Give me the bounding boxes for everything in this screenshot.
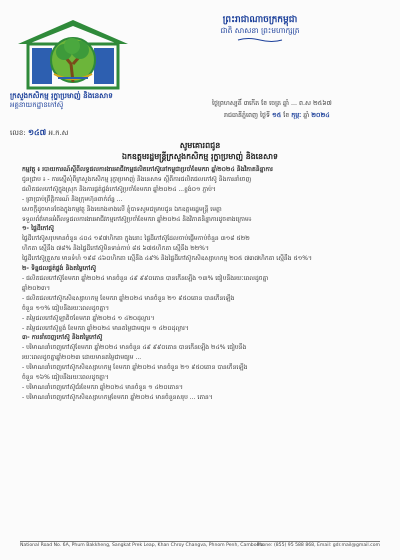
section-heading: ២- ទិន្នផលផ្គត់ផ្គង់ និងតម្លៃកៅស៊ូ [22, 265, 97, 273]
letter-body [22, 165, 390, 403]
body-line: - តម្លៃផលកៅស៊ូឡាតិចខែមករា ឆ្នាំ២០២៤ ១ ៤២០ដុល្លារ។ [22, 314, 155, 322]
body-line: ហិកតា ស្មើនឹង ៧៨% និងផ្ទៃដីកៅស៊ូមិនទាន់កាប់ ៨៥ ៦៧៥ហិកតា ស្មើនឹង ២២%។ [22, 245, 209, 253]
body-line: - បរិមាណនាំចេញកៅស៊ូជ័រខែមករា ឆ្នាំ២០២៤ មានចំនួន ១ ៤២០តោន។ [22, 383, 183, 391]
body-line: រយៈពេលដូចគ្នាឆ្នាំ២០២៣ ដោយមានតម្លៃជាមធ្យម ... [22, 354, 142, 362]
body-line: - បរិមាណនាំចេញកៅស៊ូខែមករា ឆ្នាំ២០២៤ មានចំនួន ៤៩ ៩៩០តោន បានកើនឡើង ២៤% ធៀបនឹង [22, 344, 247, 352]
body-line: - បរិមាណនាំចេញកៅស៊ូកសិឧស្សាហកម្ម ខែមករា ឆ្នាំ២០២៤ មានចំនួន ២១ ៩៥០តោន បានកើនឡើង [22, 364, 248, 372]
body-line: - ផលិតផលកៅស៊ូកសិឧស្សាហកម្ម ខែមករា ឆ្នាំ២០២៤ មានចំនួន ២១ ៩៥០តោន បានកើនឡើង [22, 294, 235, 302]
body-line: ទទួលព័ត៌មានអំពីលទ្ធផលការងារអាជីវកម្មកៅស៊ូប្រចាំខែមករា ឆ្នាំ២០២៤ និងវិភាគនិន្នាការដូចខាងក្រោម៖ [22, 215, 252, 223]
department-name: អគ្គនាយកដ្ឋានកៅស៊ូ [10, 101, 64, 109]
ref-suffix: អ.ក.ស [48, 129, 69, 137]
date-day: ១៥ [272, 112, 282, 119]
salutation-title: សូមគោរពជូន [179, 141, 221, 150]
footer-divider [20, 541, 380, 542]
section-heading: ១- ផ្ទៃដីកៅស៊ូ [22, 225, 54, 233]
body-line: - បរិមាណនាំចេញកៅស៊ូកសិឧស្សាហកម្មខែមករា ឆ្នាំ២០២៤ មានចំនួនសរុប ... តោន។ [22, 393, 213, 401]
date-year-prefix: ឆ្នាំ [303, 112, 310, 119]
solar-date [224, 112, 394, 121]
body-line: - ផលិតផលកៅស៊ូខែមករា ឆ្នាំ២០២៤ មានចំនួន ៤៩ ៩៩០តោន បានកើនឡើង ១៣% ធៀបនឹងរយៈពេលដូចគ្នា [22, 274, 269, 282]
body-line: ផលិតផលកៅស៊ូក្នុងស្រុក និងការផ្គត់ផ្គង់កៅស៊ូប្រចាំខែមករា ឆ្នាំ២០២៤ ...ខ្ទង់០១ ភ្ជាប់។ [22, 185, 216, 193]
body-line: - តម្លៃផលកៅស៊ូខ្ទង់ ខែមករា ឆ្នាំ២០២៤ មានតម្លៃជាមធ្យម ១ ៤២០ដុល្លារ។ [22, 324, 189, 332]
body-line: - ព្រាប្រាប់ព្រឹត្តិការណ៍ និងក្រុមហ៊ុនពាក់ព័ន្ធ ... [22, 195, 123, 203]
date-month: កុម្ភៈ [291, 112, 302, 119]
body-line: ចំនួន ១១% ធៀបនឹងរយៈពេលដូចគ្នា។ [22, 304, 110, 312]
reference-number [10, 127, 68, 139]
lunar-date: ថ្ងៃព្រហស្បតិ៍ ៣កើត ខែ ចេត្រ ឆ្នាំ ... ព.ស ២៥៦៧ [212, 100, 332, 107]
ornament-divider [236, 37, 284, 43]
section-heading: កម្មវត្ថុ ៖ របាយការណ៍ស្តីពីលទ្ធផលការងារអាជីវកម្មផលិតកៅស៊ូនៅកម្ពុជាប្រចាំខែមករា ឆ្នាំ២០២៤ និងវិភាគនិន្នាការ [22, 166, 273, 173]
section-heading: ៣- ការនាំចេញកៅស៊ូ និងតម្លៃកៅស៊ូ [22, 334, 103, 342]
body-line: សេចក្តីដូចមានចែងក្នុងកម្មវត្ថុ និងយោងខាងលើ ខ្ញុំបាទសូមជម្រាបជូន ឯកឧត្តមរដ្ឋមន្ត្រី មេត្តា [22, 205, 222, 213]
body-line: ផ្ទៃដីកៅស៊ូសរុបមានចំនួន ៤០៤ ១៩៧ហិកតា ក្នុងនោះ ផ្ទៃដីកៅស៊ូដែលចាប់ផ្តើមកាប់ចំនួន ៣១៨ ៥២២ [22, 235, 250, 243]
ref-label: លេខ: [10, 129, 26, 137]
body-line: ផ្ទៃដីកៅស៊ូគ្រួសារ មានទំហំ ១៩៨ ៤៦០ហិកតា ស្មើនឹង ៤៩% និងផ្ទៃដីកៅស៊ូកសិឧស្សាហកម្ម ២០៥ ៧៣៧ហិកតា ស្មើនឹង ៥១%។ [22, 255, 312, 263]
ministry-name: ក្រសួងកសិកម្ម រុក្ខាប្រមាញ់ និងនេសាទ [10, 91, 113, 100]
ref-number: ១៤៧ [27, 128, 47, 137]
date-year: ២០២៤ [311, 112, 330, 119]
date-prefix: រាជធានីភ្នំពេញ ថ្ងៃទី [224, 112, 270, 119]
footer-address [20, 543, 264, 549]
footer-contact: Phone: (855) 95 588 868, Email: gdr.mail@gmail.com [256, 543, 380, 548]
ministry-logo [14, 14, 132, 92]
addressee-title: ឯកឧត្តមរដ្ឋមន្ត្រីក្រសួងកសិកម្ម រុក្ខាប្រមាញ់ និងនេសាទ [122, 152, 278, 161]
body-line: ឆ្នាំ២០២៣។ [22, 284, 51, 292]
body-line: ជូនជ្រាប ៖ - ការស្នើសុំពីក្រសួងកសិកម្ម រុក្ខាប្រមាញ់ និងនេសាទ ស្តីពីការផលិតផលកៅស៊ូ និងការនាំចេញ [22, 175, 252, 183]
footer-address-line: National Road No. 6A, Phum Bakkheng, Sangkat Prek Leap, Khan Chroy Changva, Phnom Penh, Cambodia [20, 543, 264, 548]
date-month-prefix: ខែ [283, 112, 290, 119]
kingdom-heading: ព្រះរាជាណាចក្រកម្ពុជា [222, 15, 298, 25]
national-motto: ជាតិ សាសនា ព្រះមហាក្សត្រ [220, 26, 300, 35]
body-line: ចំនួន ១៦% ធៀបនឹងរយៈពេលដូចគ្នា។ [22, 374, 109, 382]
